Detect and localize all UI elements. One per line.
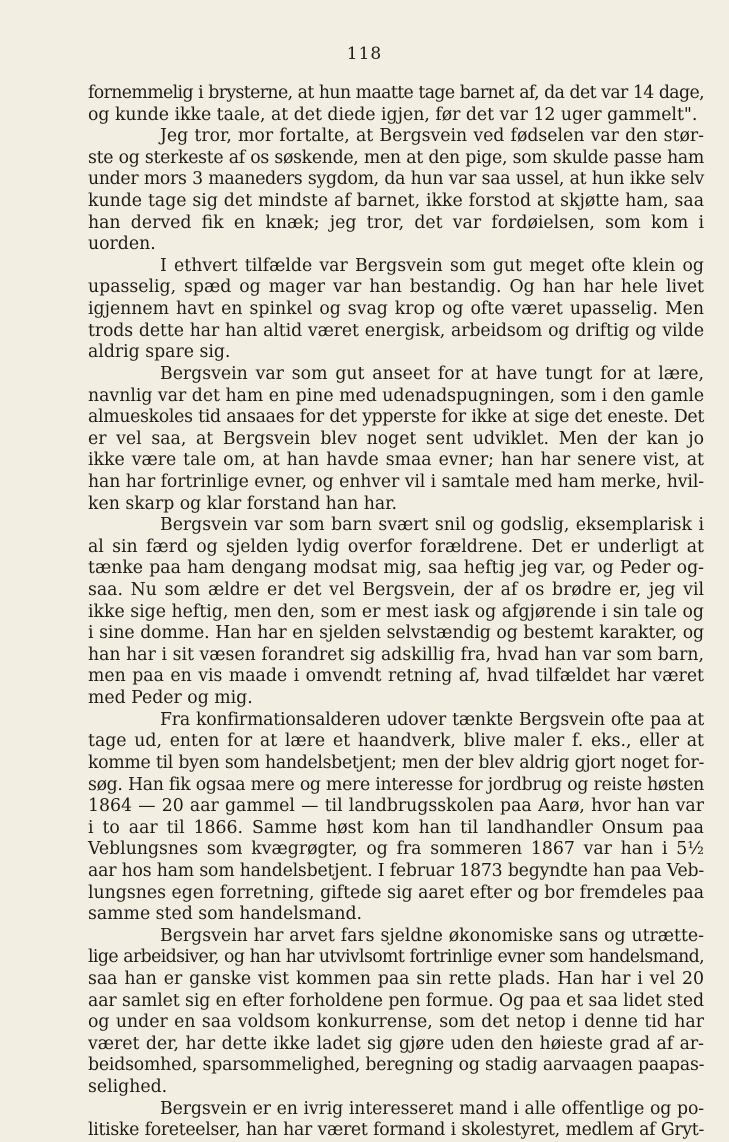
text-line: Bergsvein er en ivrig interesseret mand i alle offentlige og po- bbox=[160, 1098, 704, 1119]
text-line: igjennem havt en spinkel og svag krop og ofte været upasselig. Men bbox=[88, 299, 704, 320]
paragraph bbox=[88, 364, 704, 515]
text-line: ste og sterkeste af os søskende, men at den pige, som skulde passe ham bbox=[88, 147, 704, 168]
text-line: beidsomhed, sparsommelighed, beregning og stadig aarvaagen paapas- bbox=[88, 1055, 705, 1076]
paragraph bbox=[88, 710, 704, 926]
text-line: været der, har dette ikke ladet sig gjøre uden den høieste grad af ar- bbox=[88, 1033, 704, 1054]
text-line: Veblungsnes som kvægrøgter, og fra sommeren 1867 var han i 5½ bbox=[88, 839, 704, 860]
text-line: saa han er ganske vist kommen paa sin rette plads. Han har i vel 20 bbox=[88, 968, 704, 989]
text-line: og kunde ikke taale, at det diede igjen, før det var 12 uger gammelt". bbox=[88, 104, 698, 125]
text-line: tænke paa ham dengang modsat mig, saa heftig jeg var, og Peder og- bbox=[88, 558, 704, 579]
paragraph bbox=[88, 83, 704, 126]
text-line: almueskoles tid ansaaes for det ypperste for ikke at sige det eneste. Det bbox=[88, 407, 704, 428]
text-line: saa. Nu som ældre er det vel Bergsvein, der af os brødre er, jeg vil bbox=[88, 580, 704, 601]
paragraph bbox=[88, 926, 704, 1099]
text-line: tage ud, enten for at lære et haandverk, blive maler f. eks., eller at bbox=[88, 731, 704, 752]
text-line: lungsnes egen forretning, giftede sig aaret efter og bor fremdeles paa bbox=[88, 882, 704, 903]
text-line: kunde tage sig det mindste af barnet, ikke forstod at skjøtte ham, saa bbox=[88, 191, 704, 212]
text-line: litiske foreteelser, han har været formand i skolestyret, medlem af Gryt- bbox=[88, 1120, 704, 1141]
text-line: Bergsvein var som barn svært snil og godslig, eksemplarisk i bbox=[160, 515, 704, 536]
text-line: fornemmelig i brysterne, at hun maatte tage barnet af, da det var 14 dage, bbox=[88, 83, 704, 103]
paragraph bbox=[88, 1099, 704, 1142]
text-line: men paa en vis maade i omvendt retning af, hvad tilfældet har været bbox=[88, 666, 704, 687]
text-line: Bergsvein var som gut anseet for at have tungt for at lære, bbox=[160, 363, 704, 384]
text-line: Fra konfirmationsalderen udover tænkte Bergsvein ofte paa at bbox=[160, 709, 704, 730]
paragraph bbox=[88, 126, 704, 256]
text-line: Bergsvein har arvet fars sjeldne økonomiske sans og utrætte- bbox=[160, 925, 704, 946]
text-line: samme sted som handelsmand. bbox=[88, 904, 363, 925]
text-line: i to aar til 1866. Samme høst kom han til landhandler Onsum paa bbox=[88, 817, 704, 838]
text-line: ikke være tale om, at han havde smaa evner; han har senere vist, at bbox=[88, 450, 704, 471]
text-line: 1864 — 20 aar gammel — til landbrugsskolen paa Aarø, hvor han var bbox=[88, 796, 704, 817]
text-line: aar hos ham som handelsbetjent. I februar 1873 begyndte han paa Veb- bbox=[88, 860, 704, 881]
text-line: Jeg tror, mor fortalte, at Bergsvein ved fødselen var den stør- bbox=[160, 126, 704, 147]
text-line: uorden. bbox=[88, 234, 156, 255]
text-line: al sin færd og sjelden lydig overfor forældrene. Det er underligt at bbox=[88, 536, 704, 557]
text-line: under mors 3 maaneders sygdom, da hun var saa ussel, at hun ikke selv bbox=[88, 169, 704, 190]
text-line: han har fortrinlige evner, og enhver vil i samtale med ham merke, hvil- bbox=[88, 471, 704, 492]
text-line: ikke sige heftig, men den, som er mest iask og afgjørende i sin tale og bbox=[88, 601, 704, 622]
text-line: I ethvert tilfælde var Bergsvein som gut meget ofte klein og bbox=[160, 255, 704, 276]
text-line: lige arbeidsiver, og han har utvivlsomt fortrinlige evner som handelsmand, bbox=[88, 947, 704, 968]
text-line: komme til byen som handelsbetjent; men der blev aldrig gjort noget for- bbox=[88, 752, 704, 773]
text-line: trods dette har han altid været energisk, arbeidsom og driftig og vilde bbox=[88, 320, 704, 341]
paragraph bbox=[88, 515, 704, 709]
text-line: ken skarp og klar forstand han har. bbox=[88, 493, 398, 514]
text-line: navnlig var det ham en pine med udenadspugningen, som i den gamle bbox=[88, 385, 705, 406]
body-text bbox=[88, 83, 704, 1142]
text-line: søg. Han fik ogsaa mere og mere interesse for jordbrug og reiste høsten bbox=[88, 774, 704, 795]
text-line: han derved fik en knæk; jeg tror, det var fordøielsen, som kom i bbox=[88, 212, 704, 233]
paragraph bbox=[88, 256, 704, 364]
text-line: han har i sit væsen forandret sig adskillig fra, hvad han var som barn, bbox=[88, 644, 704, 665]
page-number: 118 bbox=[346, 44, 383, 64]
text-line: selighed. bbox=[88, 1077, 168, 1098]
text-line: aar samlet sig en efter forholdene pen formue. Og paa et saa lidet sted bbox=[88, 990, 704, 1011]
text-line: og under en saa voldsom konkurrense, som det netop i denne tid har bbox=[88, 1012, 704, 1033]
text-line: med Peder og mig. bbox=[88, 688, 253, 709]
text-line: i sine domme. Han har en sjelden selvstændig og bestemt karakter, og bbox=[88, 623, 704, 644]
text-line: upasselig, spæd og mager var han bestandig. Og han har hele livet bbox=[88, 277, 704, 298]
text-line: aldrig spare sig. bbox=[88, 342, 231, 363]
text-line: er vel saa, at Bergsvein blev noget sent udviklet. Men der kan jo bbox=[88, 428, 704, 449]
